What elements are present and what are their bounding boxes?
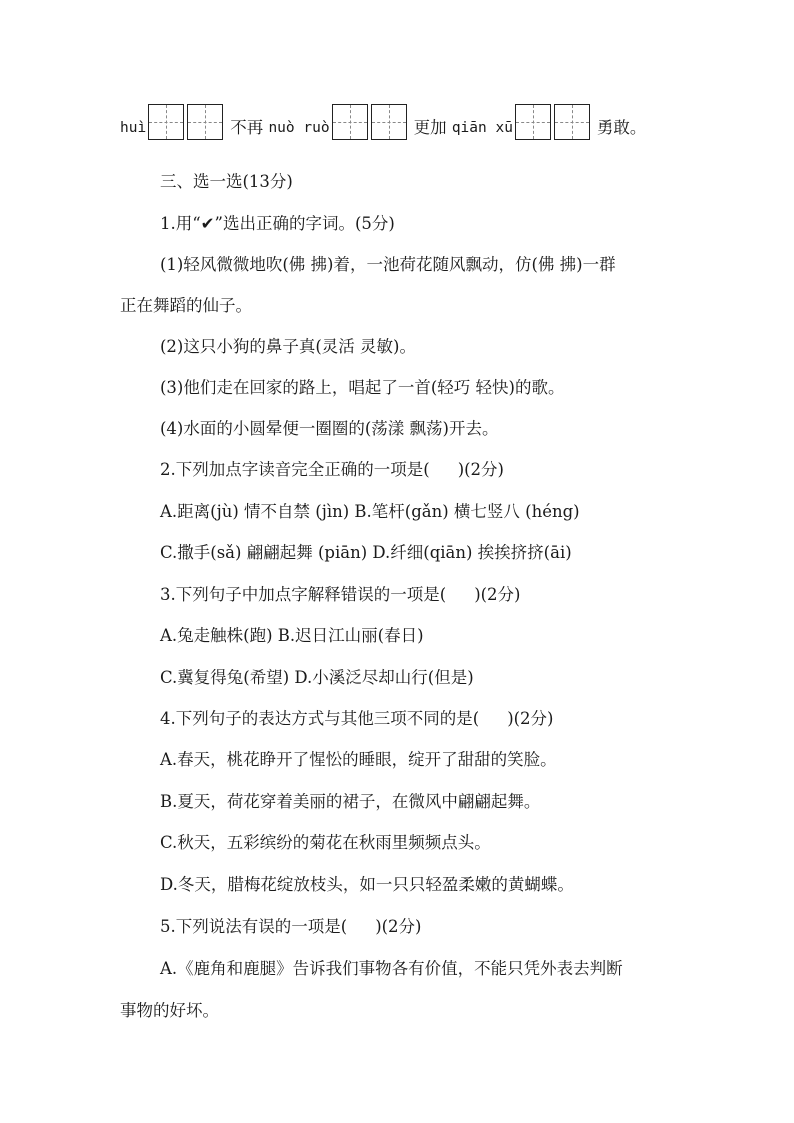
writing-boxes-3[interactable] bbox=[515, 104, 593, 140]
char-box[interactable] bbox=[187, 104, 223, 140]
q5-title-post: )(2分) bbox=[375, 917, 422, 936]
q1-item-1a: (1)轻风微微地吹(佛 拂)着，一池荷花随风飘动，仿(佛 拂)一群 bbox=[160, 255, 616, 274]
writing-boxes-1[interactable] bbox=[148, 104, 226, 140]
q5-title-pre: 5.下列说法有误的一项是( bbox=[160, 917, 348, 936]
q3-title-pre: 3.下列句子中加点字解释错误的一项是( bbox=[160, 585, 447, 604]
q4-option-a: A.春天，桃花睁开了惺忪的睡眼，绽开了甜甜的笑脸。 bbox=[160, 750, 557, 769]
q5-option-a-1: A.《鹿角和鹿腿》告诉我们事物各有价值，不能只凭外表去判断 bbox=[160, 959, 623, 978]
q4-title-post: )(2分) bbox=[507, 709, 554, 728]
q2-title bbox=[160, 458, 504, 482]
q1-title: 1.用“✔”选出正确的字词。(5分) bbox=[160, 214, 395, 233]
q3-title bbox=[160, 583, 521, 607]
pinyin-2: nuò ruò bbox=[268, 120, 330, 136]
q2-title-pre: 2.下列加点字读音完全正确的一项是( bbox=[160, 460, 430, 479]
char-box[interactable] bbox=[371, 104, 407, 140]
text-2: 更加 bbox=[413, 118, 447, 137]
q2-option-line-1: A.距离(jù) 情不自禁 (jìn) B.笔杆(gǎn) 横七竖八 (héng) bbox=[160, 502, 580, 521]
q5-option-a-2: 事物的好坏。 bbox=[120, 1001, 219, 1020]
pinyin-fill-row bbox=[120, 104, 646, 144]
q2-option-line-2: C.撒手(sǎ) 翩翩起舞 (piān) D.纤细(qiān) 挨挨挤挤(āi) bbox=[160, 543, 572, 562]
q4-title-pre: 4.下列句子的表达方式与其他三项不同的是( bbox=[160, 709, 480, 728]
text-1: 不再 bbox=[230, 118, 264, 137]
q3-option-line-2: C.冀复得兔(希望) D.小溪泛尽却山行(但是) bbox=[160, 668, 474, 687]
char-box[interactable] bbox=[515, 104, 551, 140]
q5-title bbox=[160, 915, 422, 939]
section-heading: 三、选一选(13分) bbox=[160, 172, 293, 191]
q3-title-post: )(2分) bbox=[474, 585, 521, 604]
q1-item-2: (2)这只小狗的鼻子真(灵活 灵敏)。 bbox=[160, 337, 416, 356]
writing-boxes-2[interactable] bbox=[332, 104, 410, 140]
text-3: 勇敢。 bbox=[596, 118, 647, 137]
char-box[interactable] bbox=[148, 104, 184, 140]
q4-title bbox=[160, 707, 554, 731]
q2-title-post: )(2分) bbox=[457, 460, 504, 479]
pinyin-3: qiān xū bbox=[451, 120, 513, 136]
q1-item-4: (4)水面的小圆晕便一圈圈的(荡漾 飘荡)开去。 bbox=[160, 419, 499, 438]
pinyin-1: huì bbox=[120, 120, 147, 136]
q1-item-3: (3)他们走在回家的路上，唱起了一首(轻巧 轻快)的歌。 bbox=[160, 378, 565, 397]
q4-option-d: D.冬天，腊梅花绽放枝头，如一只只轻盈柔嫩的黄蝴蝶。 bbox=[160, 875, 574, 894]
q4-option-c: C.秋天，五彩缤纷的菊花在秋雨里频频点头。 bbox=[160, 833, 491, 852]
q3-option-line-1: A.兔走触株(跑) B.迟日江山丽(春日) bbox=[160, 626, 424, 645]
q1-item-1b: 正在舞蹈的仙子。 bbox=[120, 296, 252, 315]
char-box[interactable] bbox=[332, 104, 368, 140]
char-box[interactable] bbox=[554, 104, 590, 140]
q4-option-b: B.夏天，荷花穿着美丽的裙子，在微风中翩翩起舞。 bbox=[160, 792, 541, 811]
